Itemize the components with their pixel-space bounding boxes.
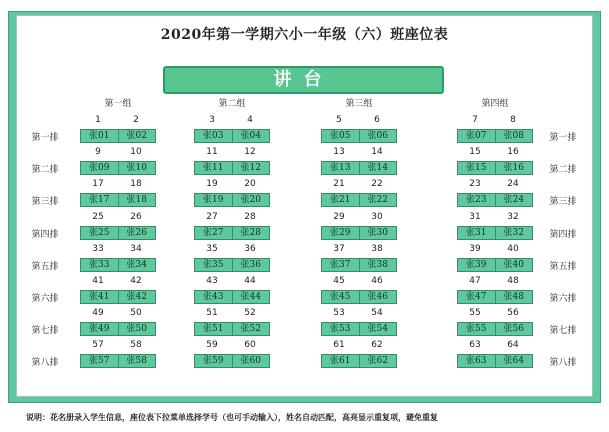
- seat-cell[interactable]: 张22: [359, 194, 397, 206]
- seat-cell[interactable]: 张11: [203, 163, 224, 173]
- seat-number: 53: [333, 308, 345, 318]
- seat-cell[interactable]: 张46: [359, 291, 397, 303]
- seat-cell[interactable]: 张08: [495, 130, 533, 142]
- desk: [80, 354, 156, 368]
- seat-cell[interactable]: 张25: [89, 228, 110, 238]
- seat-number: 52: [244, 308, 256, 318]
- seat-cell[interactable]: 张39: [466, 260, 487, 270]
- seat-cell[interactable]: 张50: [118, 323, 156, 335]
- seat-number: 46: [371, 276, 383, 286]
- seat-cell[interactable]: 张03: [203, 131, 224, 141]
- seat-cell[interactable]: 张27: [203, 228, 224, 238]
- seat-number: 14: [371, 147, 383, 157]
- seat-number: 27: [206, 212, 218, 222]
- seat-number: 45: [333, 276, 345, 286]
- seat-number: 50: [130, 308, 142, 318]
- seat-number: 20: [244, 179, 256, 189]
- seat-number: 32: [507, 212, 519, 222]
- seat-number: 29: [333, 212, 345, 222]
- seat-number: 18: [130, 179, 142, 189]
- seat-cell[interactable]: 张24: [495, 194, 533, 206]
- row-label-left: 第五排: [31, 262, 59, 272]
- seat-cell[interactable]: 张18: [118, 194, 156, 206]
- seat-cell[interactable]: 张43: [203, 292, 224, 302]
- desk: [194, 290, 270, 304]
- seat-number: 24: [507, 179, 519, 189]
- seat-number: 5: [336, 115, 342, 125]
- seat-cell[interactable]: 张45: [330, 292, 351, 302]
- seat-cell[interactable]: 张53: [330, 324, 351, 334]
- seat-number: 62: [371, 340, 383, 350]
- seat-cell[interactable]: 张19: [203, 195, 224, 205]
- desk: [194, 354, 270, 368]
- desk: [321, 258, 397, 272]
- seat-number: 61: [333, 340, 345, 350]
- desk: [80, 290, 156, 304]
- seat-cell[interactable]: 张36: [232, 259, 270, 271]
- seat-number: 54: [371, 308, 383, 318]
- seat-cell[interactable]: 张41: [89, 292, 110, 302]
- seat-cell[interactable]: 张52: [232, 323, 270, 335]
- seat-number: 28: [244, 212, 256, 222]
- seat-number: 49: [92, 308, 104, 318]
- seat-cell[interactable]: 张15: [466, 163, 487, 173]
- seat-cell[interactable]: 张16: [495, 162, 533, 174]
- seat-cell[interactable]: 张07: [466, 131, 487, 141]
- seat-cell[interactable]: 张30: [359, 227, 397, 239]
- seat-cell[interactable]: 张47: [466, 292, 487, 302]
- seat-number: 31: [469, 212, 481, 222]
- seat-number: 17: [92, 179, 104, 189]
- desk: [321, 226, 397, 240]
- seat-cell[interactable]: 张10: [118, 162, 156, 174]
- seat-number: 10: [130, 147, 142, 157]
- seat-number: 19: [206, 179, 218, 189]
- row-label-left: 第二排: [31, 165, 59, 175]
- group-label: 第一组: [104, 99, 132, 109]
- seat-cell[interactable]: 张63: [466, 356, 487, 366]
- desk: [457, 258, 533, 272]
- group-label: 第三组: [345, 99, 373, 109]
- row-label-left: 第七排: [31, 326, 59, 336]
- desk: [321, 193, 397, 207]
- seat-number: 44: [244, 276, 256, 286]
- seat-cell[interactable]: 张61: [330, 356, 351, 366]
- seat-cell[interactable]: 张05: [330, 131, 351, 141]
- row-label-left: 第一排: [31, 133, 59, 143]
- seat-number: 3: [209, 115, 215, 125]
- seat-cell[interactable]: 张35: [203, 260, 224, 270]
- seat-number: 25: [92, 212, 104, 222]
- row-label-left: 第六排: [31, 294, 59, 304]
- seat-number: 26: [130, 212, 142, 222]
- seat-cell[interactable]: 张09: [89, 163, 110, 173]
- seat-cell[interactable]: 张13: [330, 163, 351, 173]
- seat-number: 16: [507, 147, 519, 157]
- podium: 讲台: [163, 66, 444, 94]
- row-label-right: 第四排: [549, 230, 577, 240]
- seat-number: 34: [130, 244, 142, 254]
- seat-number: 30: [371, 212, 383, 222]
- seat-number: 2: [133, 115, 139, 125]
- seat-number: 35: [206, 244, 218, 254]
- seat-number: 13: [333, 147, 345, 157]
- seat-cell[interactable]: 张33: [89, 260, 110, 270]
- desk: [457, 129, 533, 143]
- seat-cell[interactable]: 张28: [232, 227, 270, 239]
- seat-number: 12: [244, 147, 256, 157]
- seat-number: 39: [469, 244, 481, 254]
- seat-number: 55: [469, 308, 481, 318]
- row-label-left: 第八排: [31, 358, 59, 368]
- seat-cell[interactable]: 张34: [118, 259, 156, 271]
- seat-cell[interactable]: 张32: [495, 227, 533, 239]
- desk: [194, 322, 270, 336]
- desk: [321, 290, 397, 304]
- seat-number: 59: [206, 340, 218, 350]
- desk: [457, 322, 533, 336]
- desk: [194, 193, 270, 207]
- desk: [321, 161, 397, 175]
- desk: [80, 129, 156, 143]
- row-label-right: 第七排: [549, 326, 577, 336]
- seat-number: 56: [507, 308, 519, 318]
- seat-number: 22: [371, 179, 383, 189]
- desk: [194, 226, 270, 240]
- seat-cell[interactable]: 张54: [359, 323, 397, 335]
- seat-cell[interactable]: 张17: [89, 195, 110, 205]
- desk: [457, 226, 533, 240]
- seat-number: 1: [95, 115, 101, 125]
- seat-number: 36: [244, 244, 256, 254]
- seat-number: 6: [374, 115, 380, 125]
- seat-cell[interactable]: 张60: [232, 355, 270, 367]
- seat-cell[interactable]: 张42: [118, 291, 156, 303]
- desk: [321, 322, 397, 336]
- seat-number: 63: [469, 340, 481, 350]
- seat-number: 48: [507, 276, 519, 286]
- row-label-left: 第四排: [31, 230, 59, 240]
- seat-cell[interactable]: 张04: [232, 130, 270, 142]
- desk: [457, 161, 533, 175]
- group-label: 第四组: [481, 99, 509, 109]
- seat-cell[interactable]: 张59: [203, 356, 224, 366]
- seat-cell[interactable]: 张51: [203, 324, 224, 334]
- seat-cell[interactable]: 张31: [466, 228, 487, 238]
- desk: [194, 161, 270, 175]
- seat-cell[interactable]: 张14: [359, 162, 397, 174]
- group-label: 第二组: [218, 99, 246, 109]
- row-label-right: 第五排: [549, 262, 577, 272]
- desk: [80, 226, 156, 240]
- seat-number: 7: [472, 115, 478, 125]
- seat-cell[interactable]: 张37: [330, 260, 351, 270]
- desk: [80, 161, 156, 175]
- seat-cell[interactable]: 张12: [232, 162, 270, 174]
- page-title: 2020年第一学期六小一年级（六）班座位表: [160, 27, 449, 43]
- seat-cell[interactable]: 张02: [118, 130, 156, 142]
- desk: [321, 129, 397, 143]
- seat-number: 21: [333, 179, 345, 189]
- row-label-left: 第三排: [31, 197, 59, 207]
- desk: [194, 258, 270, 272]
- seat-cell[interactable]: 张57: [89, 356, 110, 366]
- desk: [80, 258, 156, 272]
- seat-number: 40: [507, 244, 519, 254]
- seat-cell[interactable]: 张62: [359, 355, 397, 367]
- seat-cell[interactable]: 张40: [495, 259, 533, 271]
- seat-cell[interactable]: 张20: [232, 194, 270, 206]
- seat-cell[interactable]: 张06: [359, 130, 397, 142]
- row-label-right: 第六排: [549, 294, 577, 304]
- seat-cell[interactable]: 张49: [89, 324, 110, 334]
- seat-number: 41: [92, 276, 104, 286]
- seat-cell[interactable]: 张55: [466, 324, 487, 334]
- seat-number: 15: [469, 147, 481, 157]
- seat-number: 51: [206, 308, 218, 318]
- seat-cell[interactable]: 张38: [359, 259, 397, 271]
- row-label-right: 第二排: [549, 165, 577, 175]
- desk: [457, 354, 533, 368]
- seat-cell[interactable]: 张29: [330, 228, 351, 238]
- seat-number: 47: [469, 276, 481, 286]
- seat-number: 38: [371, 244, 383, 254]
- seat-number: 4: [247, 115, 253, 125]
- seat-number: 33: [92, 244, 104, 254]
- desk: [80, 193, 156, 207]
- seat-cell[interactable]: 张58: [118, 355, 156, 367]
- seat-number: 23: [469, 179, 481, 189]
- seat-number: 64: [507, 340, 519, 350]
- seat-number: 57: [92, 340, 104, 350]
- seat-number: 8: [510, 115, 516, 125]
- seat-number: 37: [333, 244, 345, 254]
- desk: [80, 322, 156, 336]
- seat-cell[interactable]: 张21: [330, 195, 351, 205]
- instructions-note: 说明：花名册录入学生信息，座位表下拉菜单选择学号（也可手动输入），姓名自动匹配，高亮显示重复项，避免重复: [26, 412, 438, 422]
- seat-cell[interactable]: 张48: [495, 291, 533, 303]
- seat-cell[interactable]: 张01: [89, 131, 110, 141]
- row-label-right: 第三排: [549, 197, 577, 207]
- row-label-right: 第一排: [549, 133, 577, 143]
- seat-cell[interactable]: 张26: [118, 227, 156, 239]
- seat-number: 9: [95, 147, 101, 157]
- seat-cell[interactable]: 张64: [495, 355, 533, 367]
- desk: [457, 290, 533, 304]
- desk: [194, 129, 270, 143]
- desk: [457, 193, 533, 207]
- seat-cell[interactable]: 张56: [495, 323, 533, 335]
- seat-number: 11: [206, 147, 218, 157]
- desk: [321, 354, 397, 368]
- seat-number: 42: [130, 276, 142, 286]
- row-label-right: 第八排: [549, 358, 577, 368]
- seat-cell[interactable]: 张23: [466, 195, 487, 205]
- seat-number: 60: [244, 340, 256, 350]
- seat-number: 58: [130, 340, 142, 350]
- seat-number: 43: [206, 276, 218, 286]
- seat-cell[interactable]: 张44: [232, 291, 270, 303]
